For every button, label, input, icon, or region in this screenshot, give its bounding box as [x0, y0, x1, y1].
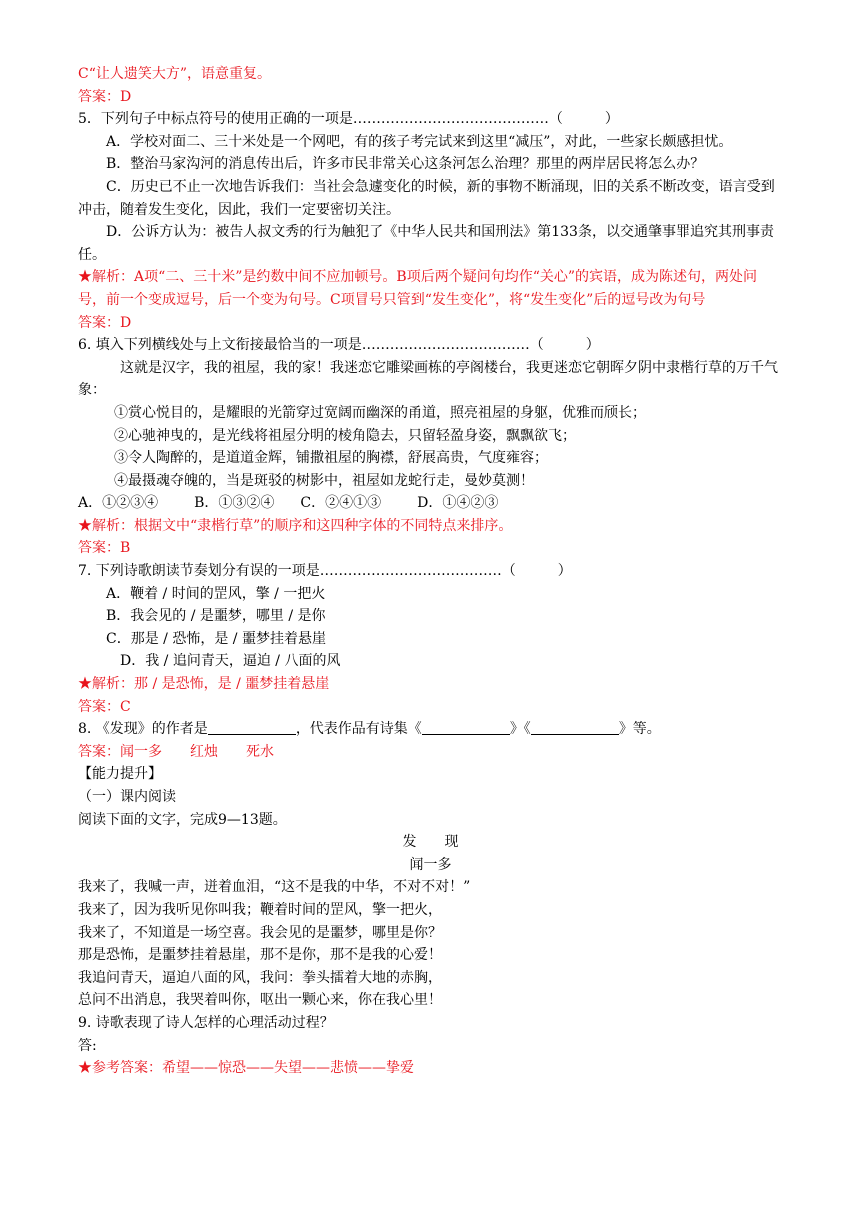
q9-reference-answer: ★参考答案：希望——惊恐——失望——悲愤——挚爱 [78, 1060, 414, 1077]
poem-line: 我来了，不知道是一场空喜。我会见的是噩梦，哪里是你？ [78, 924, 442, 941]
q8-blank-work2[interactable] [531, 720, 619, 735]
q5-option-a: A．学校对面二、三十米处是一个网吧，有的孩子考完试来到这里“减压”，对此，一些家长颇感担忧。 [106, 133, 733, 150]
q5-option-b: B．整治马家沟河的消息传出后，许多市民非常关心这条河怎么治理？那里的两岸居民将怎么办？ [106, 156, 705, 173]
q6-item-2: ②心驰神曳的，是光线将祖屋分明的棱角隐去，只留轻盈身姿，飘飘欲飞； [114, 427, 576, 444]
q6-item-1: ①赏心悦目的，是耀眼的光箭穿过宽阔而幽深的甬道，照亮祖屋的身躯，优雅而颀长； [114, 404, 646, 421]
document-page [78, 63, 783, 1080]
answer-text: 答案：D [78, 88, 132, 105]
poem-line: 我追问青天，逼迫八面的风，我问：拳头擂着大地的赤胸， [78, 969, 442, 986]
q6-option-b: B．①③②④ [194, 495, 275, 512]
q7-option-b: B．我会见的 / 是噩梦，哪里 / 是你 [106, 608, 326, 625]
q6-option-a: A．①②③④ [78, 495, 159, 512]
q8-answer: 答案：闻一多 红烛 死水 [78, 743, 274, 760]
analysis-text: C“让人遗笑大方”，语意重复。 [78, 66, 272, 82]
q5-option-c: C．历史已不止一次地告诉我们：当社会急遽变化的时候，新的事物不断涌现，旧的关系不断改变，语言受到冲击，随着发生变化，因此，我们一定要密切关注。 [78, 178, 775, 218]
q6-options [78, 492, 783, 515]
question-9: 9. 诗歌表现了诗人怎样的心理活动过程？ [78, 1014, 334, 1031]
q6-item-3: ③令人陶醉的，是道道金辉，铺撒祖屋的胸襟，舒展高贵，气度雍容； [114, 450, 548, 467]
question-8: 8. 《发现》的作者是 ，代表作品有诗集《 》《 》等。 [78, 721, 661, 738]
q7-option-a: A．鞭着 / 时间的罡风，擎 / 一把火 [106, 585, 326, 602]
q6-option-d: D．①④②③ [417, 495, 499, 512]
q8-blank-work1[interactable] [422, 720, 510, 735]
question-6: 6. 填入下列横线处与上文衔接最恰当的一项是………………………………（ ） [78, 337, 600, 354]
question-5: 5．下列句子中标点符号的使用正确的一项是……………………………………（ ） [78, 111, 619, 128]
q6-answer: 答案：B [78, 540, 131, 557]
poem-line: 总问不出消息，我哭着叫你，呕出一颗心来，你在我心里！ [78, 992, 442, 1009]
poem-line: 我来了，我喊一声，迸着血泪，“这不是我的中华，不对不对！” [78, 879, 471, 896]
q5-analysis: ★解析：A项“二、三十米”是约数中间不应加顿号。B项后两个疑问句均作“关心”的宾语，成为陈述句，两处问号，前一个变成逗号，后一个变为句号。C项冒号只管到“发生变化”，将“发生变化”后的逗号改为句号 [78, 269, 758, 308]
q6-option-c: C．②④①③ [300, 495, 382, 512]
q8-blank-author[interactable] [208, 720, 296, 735]
poem-line: 我来了，因为我听见你叫我；鞭着时间的罡风，擎一把火， [78, 901, 442, 918]
q6-item-4: ④最摄魂夺魄的，当是斑驳的树影中，祖屋如龙蛇行走，曼妙莫测！ [114, 472, 534, 489]
q7-option-d: D．我 / 追问青天，逼迫 / 八面的风 [120, 653, 341, 670]
reading-instruction: 阅读下面的文字，完成9—13题。 [78, 811, 287, 828]
poem-title: 发 现 [402, 834, 459, 851]
q7-analysis: ★解析：那 / 是恐怖，是 / 噩梦挂着悬崖 [78, 676, 330, 693]
question-7: 7. 下列诗歌朗读节奏划分有误的一项是…………………………………（ ） [78, 563, 572, 580]
q5-answer: 答案：D [78, 314, 132, 331]
q5-option-d: D．公诉方认为：被告人叔文秀的行为触犯了《中华人民共和国刑法》第133条，以交通肇事罪追究其刑事责任。 [78, 224, 774, 263]
poem-author: 闻一多 [409, 856, 452, 873]
subsection-heading: （一）课内阅读 [78, 789, 176, 805]
q7-answer: 答案：C [78, 698, 131, 715]
q6-analysis: ★解析：根据文中“隶楷行草”的顺序和这四种字体的不同特点来排序。 [78, 517, 513, 534]
poem-line: 那是恐怖，是噩梦挂着悬崖，那不是你，那不是我的心爱！ [78, 947, 442, 964]
q6-passage: 这就是汉字，我的祖屋，我的家！我迷恋它雕梁画栋的亭阁楼台，我更迷恋它朝晖夕阴中隶楷行草的万千气象： [78, 359, 778, 399]
q7-option-c: C．那是 / 恐怖，是 / 噩梦挂着悬崖 [106, 630, 326, 647]
section-heading: 【能力提升】 [78, 766, 162, 783]
q9-answer-label: 答: [78, 1037, 97, 1054]
